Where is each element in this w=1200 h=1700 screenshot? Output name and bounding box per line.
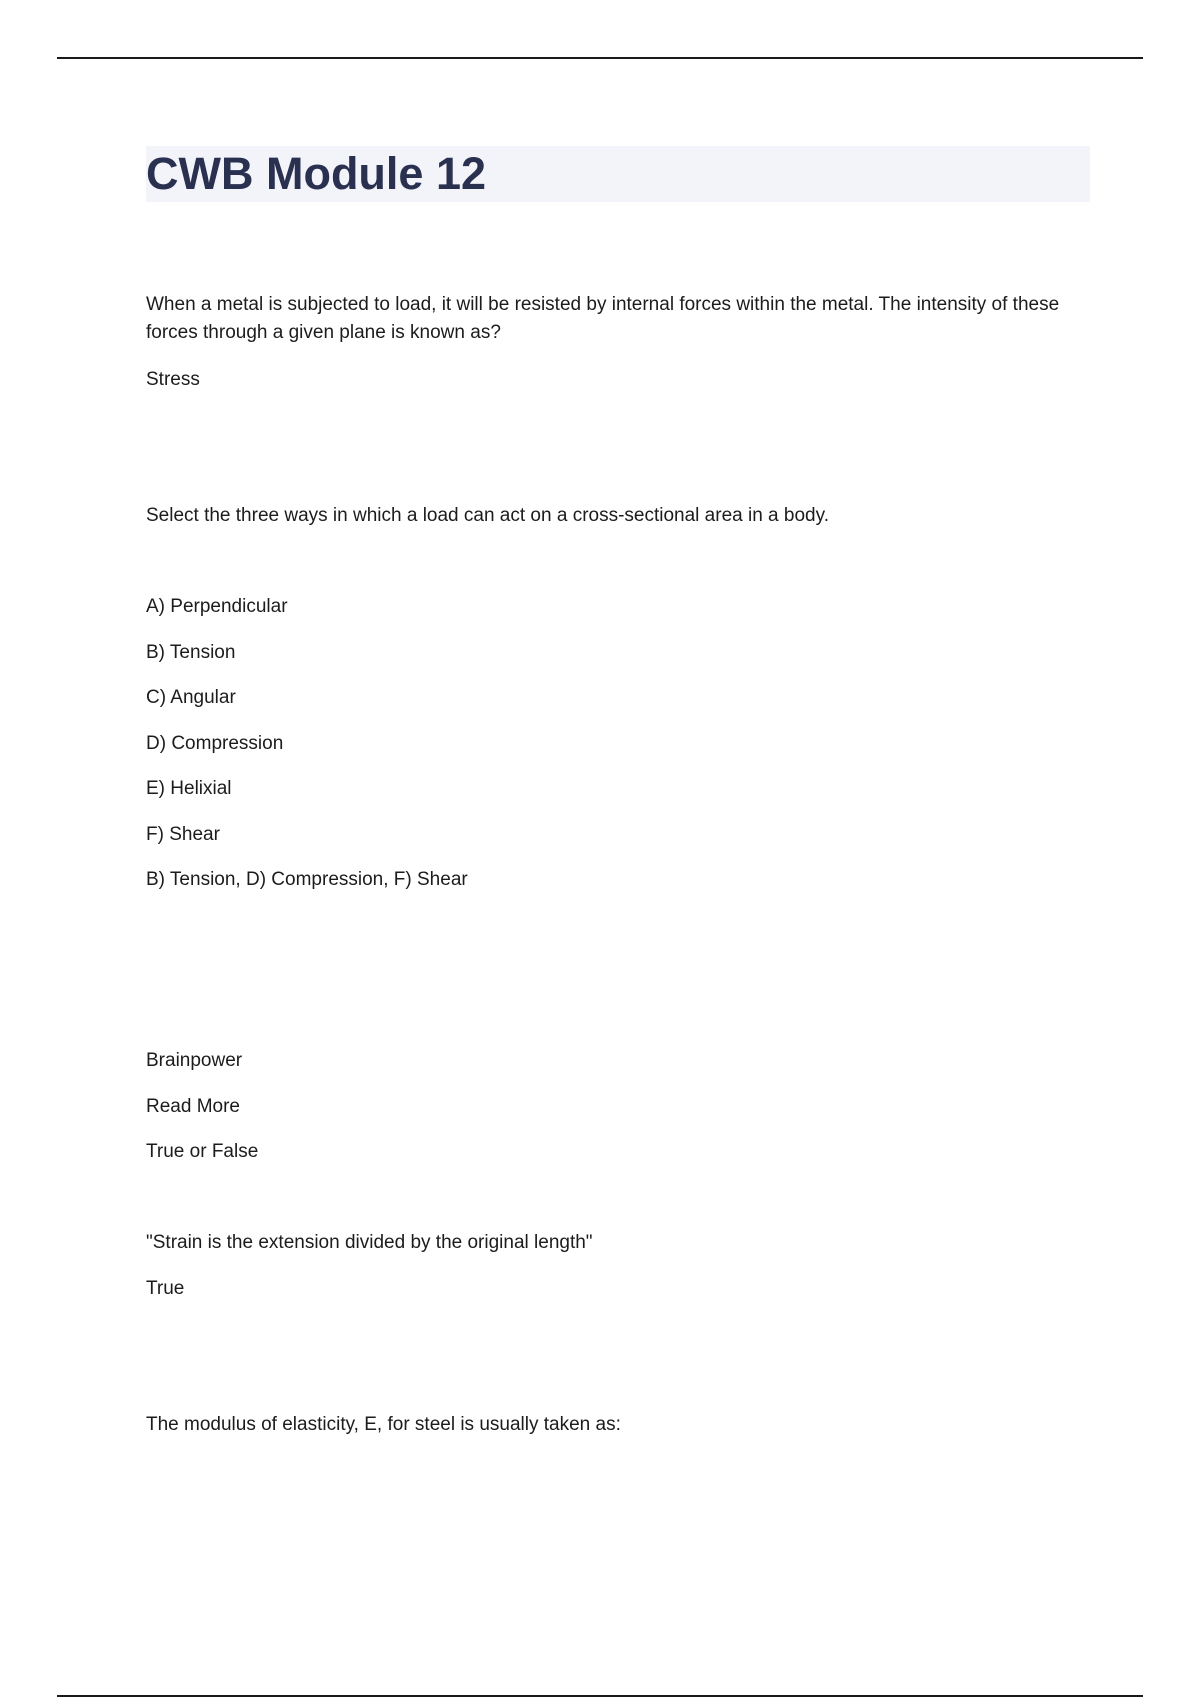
brand-label: Brainpower (146, 1050, 243, 1071)
page-title: CWB Module 12 (146, 148, 487, 199)
option-a: A) Perpendicular (146, 596, 288, 617)
bottom-rule (57, 1695, 1143, 1697)
option-b: B) Tension (146, 642, 236, 663)
read-more-link[interactable]: Read More (146, 1096, 240, 1117)
option-d: D) Compression (146, 733, 284, 754)
option-c: C) Angular (146, 687, 236, 708)
question-1: When a metal is subjected to load, it will be resisted by internal forces within the metal. The intensity of these forces through a given plane is known as? (146, 294, 1060, 343)
answer-2: B) Tension, D) Compression, F) Shear (146, 869, 468, 890)
answer-1: Stress (146, 369, 200, 390)
question-2: Select the three ways in which a load can act on a cross-sectional area in a body. (146, 505, 829, 526)
question-4: The modulus of elasticity, E, for steel is usually taken as: (146, 1414, 621, 1435)
top-rule (57, 57, 1143, 59)
question-3-type: True or False (146, 1141, 259, 1162)
answer-3: True (146, 1278, 185, 1299)
question-3-statement: "Strain is the extension divided by the original length" (146, 1232, 593, 1253)
option-f: F) Shear (146, 824, 220, 845)
option-e: E) Helixial (146, 778, 232, 799)
